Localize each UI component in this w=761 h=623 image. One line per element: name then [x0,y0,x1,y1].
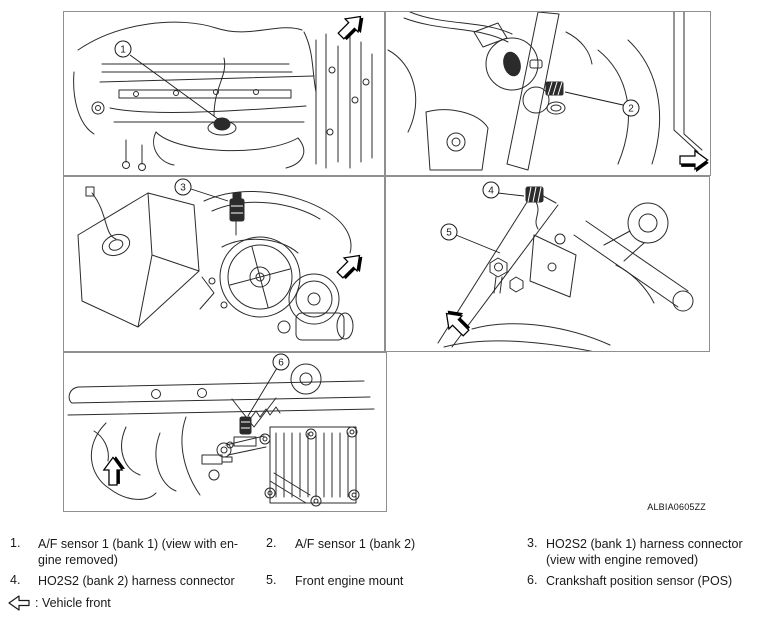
callout-2-number: 2 [628,103,634,115]
af-sensor-1-bank2-connector [546,82,563,95]
legend-item-3-text [546,536,743,568]
legend-item-2-text [295,536,415,552]
legend-item-4-text [38,573,235,589]
callout-4 [483,182,499,198]
legend-item-6-text [546,573,732,589]
panel-3-drawing [64,177,384,351]
callout-4-number: 4 [488,185,494,197]
callout-2 [623,100,639,116]
view-direction-arrow-ne-icon [333,248,368,283]
engine-line-art [78,187,353,340]
legend-item-5-number: 5. [266,573,277,587]
callout-3 [175,179,191,195]
crankshaft-position-sensor [240,417,251,434]
legend-item-2-number: 2. [266,536,277,550]
callout-5 [441,224,457,240]
callout-6 [273,354,289,370]
figure-panel-middle-left [63,176,385,352]
panel-2-drawing [386,12,710,175]
engine-line-art [438,191,693,351]
callout-5-leader [456,235,500,253]
panel-4-drawing [386,177,709,351]
callout-6-number: 6 [278,357,284,369]
pulley-hub [501,50,523,77]
callout-1-leader [130,55,218,119]
callout-5-number: 5 [446,227,452,239]
callout-6-leader [248,368,277,416]
legend-item-1-text [38,536,238,568]
callout-2-leader [565,92,623,105]
af-sensor-1-bank1 [214,118,230,130]
view-direction-arrow-ne-icon [334,12,369,45]
legend-item-5-line-1: Front engine mount [295,574,404,588]
legend-item-3-line-1: HO2S2 (bank 1) harness connector [546,537,743,551]
ho2s2-bank1-harness-connector [230,193,244,221]
callout-3-number: 3 [180,182,186,194]
legend-item-3-line-2: (view with engine removed) [546,553,699,567]
legend-item-6-line-1: Crankshaft position sensor (POS) [546,574,733,588]
legend-item-1-line-1: A/F sensor 1 (bank 1) (view with en- [38,537,239,551]
panel-1-drawing [64,12,384,175]
figure-code: ALBIA0605ZZ [647,502,706,512]
view-direction-arrow-nw-icon [439,304,474,339]
legend-item-4-number: 4. [10,573,21,587]
view-direction-arrow-east-icon [680,151,709,172]
legend-item-1-line-2: gine removed) [38,553,118,567]
vehicle-front-arrow-icon [8,595,30,611]
callout-1-number: 1 [120,44,126,56]
panel-5-drawing [64,353,386,511]
legend-item-6-number: 6. [527,573,538,587]
callout-1 [115,41,131,57]
ho2s2-bank2-harness-connector [526,187,543,202]
legend-item-5-text [295,573,403,589]
vehicle-front-label: : Vehicle front [35,596,111,610]
figure-panel-bottom-left [63,352,387,512]
figure-panel-top-left [63,11,385,176]
legend-item-3-number: 3. [527,536,538,550]
callout-4-leader [498,193,524,196]
engine-line-art [388,12,702,170]
figure-panel-middle-right [385,176,710,352]
figure-panel-top-right [385,11,711,176]
legend-item-2-line-1: A/F sensor 1 (bank 2) [295,537,416,551]
view-direction-arrow-north-icon [104,456,125,485]
legend-item-4-line-1: HO2S2 (bank 2) harness connector [38,574,235,588]
legend-item-1-number: 1. [10,536,21,550]
